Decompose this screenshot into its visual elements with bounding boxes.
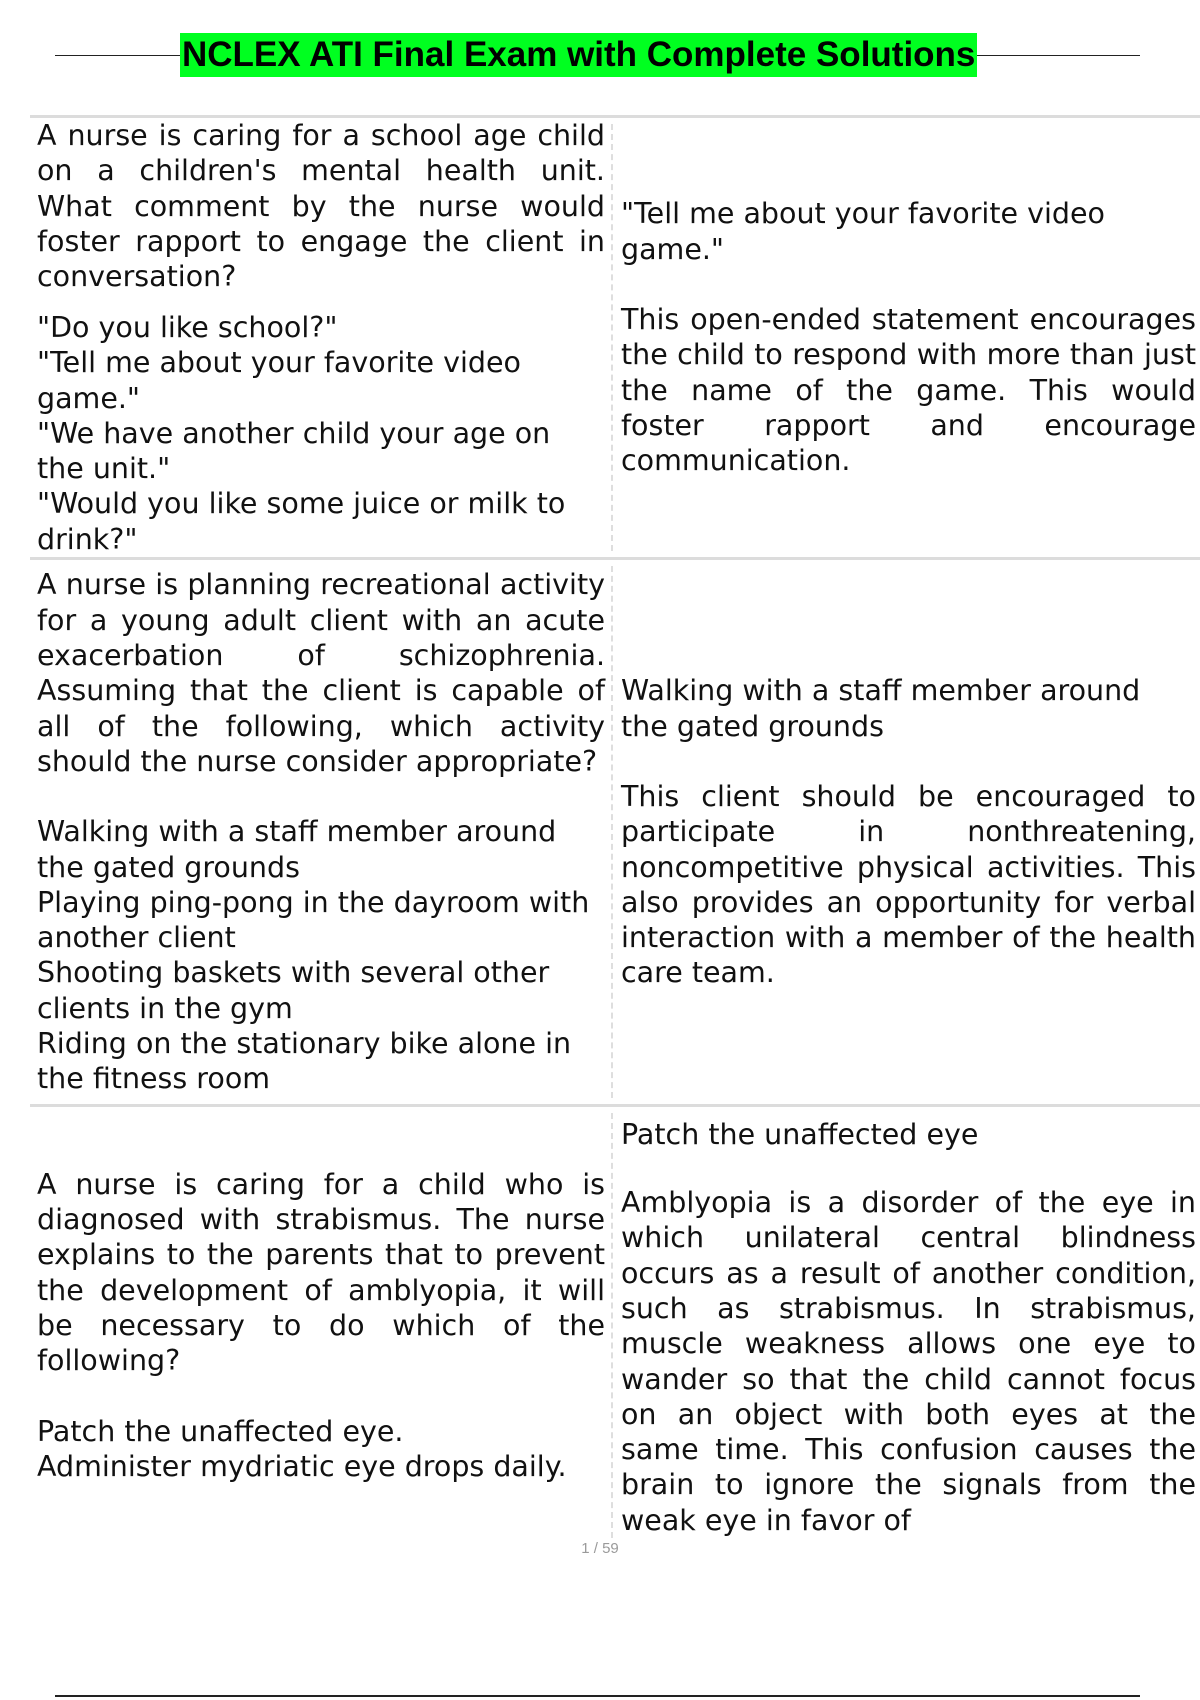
answer-cell <box>611 566 1200 1098</box>
question-text: A nurse is caring for a child who is diagnosed with strabismus. The nurse explains to the parents that to prevent the development of amblyopia, it will be necessary to do which of the following? <box>37 1167 605 1378</box>
question-cell <box>30 118 611 557</box>
flashcard-row <box>30 115 1200 557</box>
answer-rationale: This open-ended statement encourages the child to respond with more than just the name of the game. This would foster rapport and encourage communication. <box>621 303 1196 478</box>
answer-option: "We have another child your age on the unit." <box>37 416 551 486</box>
document-title: NCLEX ATI Final Exam with Complete Solutions <box>180 33 977 77</box>
answer-option: Riding on the stationary bike alone in the fitness room <box>37 1026 572 1096</box>
answer-option: "Tell me about your favorite video game." <box>37 346 521 415</box>
answer-rationale: Amblyopia is a disorder of the eye in which unilateral central blindness occurs as a result of another condition, such as strabismus. In strabismus, muscle weakness allows one eye to wander so that the child cannot focus on an object with both eyes at the same time. This confusion causes the brain to ignore the signals from the weak eye in favor of <box>621 1186 1196 1537</box>
question-cell <box>30 560 611 1104</box>
answer-option: Shooting baskets with several other clients in the gym <box>37 956 550 1025</box>
footer-rule <box>55 1695 1140 1697</box>
answer-option: Playing ping-pong in the dayroom with another client <box>37 885 590 955</box>
document-header <box>55 28 1140 80</box>
flashcard-row <box>30 557 1200 1104</box>
flashcard-table <box>30 115 1200 1544</box>
question-text: A nurse is caring for a school age child on a children's mental health unit. What comment by the nurse would foster rapport to engage the client in conversation? <box>37 119 605 294</box>
page-indicator: 1 / 59 <box>581 1540 619 1557</box>
answer-cell <box>611 124 1200 551</box>
flashcard-row <box>30 1104 1200 1544</box>
question-text: A nurse is planning recreational activity for a young adult client with an acute exacerbation of schizophrenia. Assuming that the client is capable of all of the following, which activity should the nurse consider appropriate? <box>37 568 605 778</box>
correct-answer: Patch the unaffected eye <box>621 1118 979 1151</box>
correct-answer: "Tell me about your favorite video game." <box>621 197 1105 266</box>
question-cell <box>30 1107 611 1544</box>
correct-answer: Walking with a staff member around the gated grounds <box>621 674 1141 743</box>
answer-option: Patch the unaffected eye. <box>37 1414 404 1448</box>
answer-option: Walking with a staff member around the gated grounds <box>37 815 557 884</box>
answer-option: Administer mydriatic eye drops daily. <box>37 1449 567 1483</box>
answer-option: "Would you like some juice or milk to drink?" <box>37 487 566 556</box>
answer-option: "Do you like school?" <box>37 310 338 344</box>
answer-rationale: This client should be encouraged to participate in nonthreatening, noncompetitive physical activities. This also provides an opportunity for verbal interaction with a member of the health care team. <box>621 779 1196 990</box>
answer-cell <box>611 1113 1200 1538</box>
